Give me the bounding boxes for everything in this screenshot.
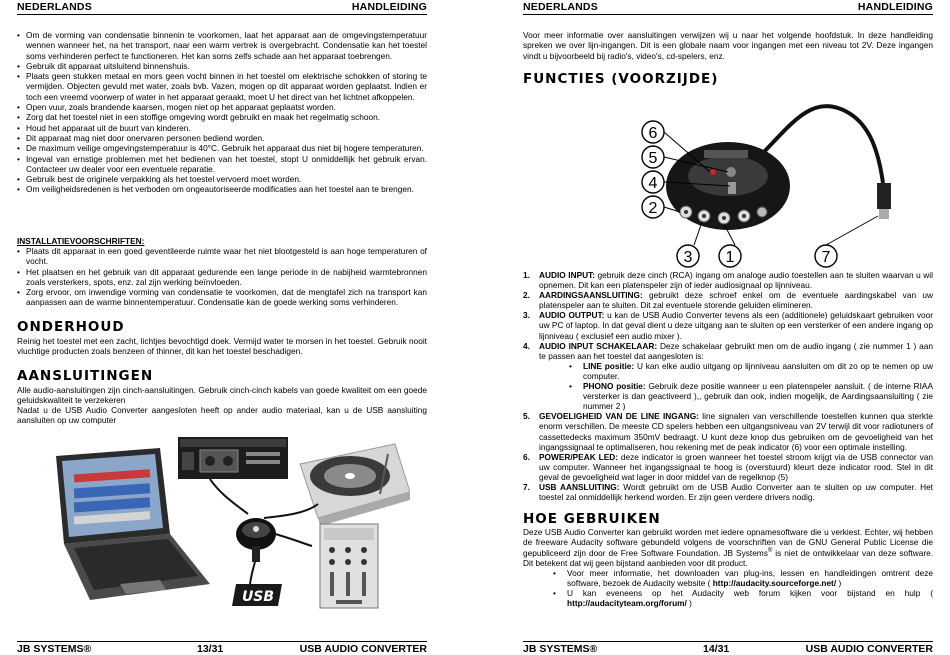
switch-positions — [539, 361, 933, 411]
usb-converter-image — [236, 518, 276, 562]
header-language: NEDERLANDS — [523, 1, 598, 13]
safety-item: • De maximum veilige omgevingstemperatuur is 40°C. Gebruik het apparaat dus niet bij hogere temperaturen. — [17, 143, 427, 153]
callout-1 — [719, 245, 741, 267]
function-item — [523, 482, 933, 502]
switch-position-text: Gebruik deze positie wanneer u een platenspeler aansluit. ( de interne RIAA versterker is dan geactiveerd ),, gebruik dan ook, indien mogelijk, de Aardingsaansluiting ( zie nummer 2 ) — [583, 381, 934, 412]
footer-brand: JB SYSTEMS® — [523, 643, 598, 655]
page-footer — [17, 641, 427, 655]
mixer-image — [320, 524, 378, 608]
safety-item: • Gebruik best de originele verpakking als het toestel vervoerd moet worden. — [17, 174, 427, 184]
safety-item: • Houd het apparaat uit de buurt van kinderen. — [17, 123, 427, 133]
svg-text:2: 2 — [648, 200, 658, 217]
aansluitingen-text-1: Alle audio-aansluitingen zijn cinch-aansluitingen. Gebruik cinch-cinch kabels van goede kwaliteit om een goede geluidskwaliteit te verzekeren — [17, 385, 427, 406]
usb-plug-image — [877, 183, 891, 209]
function-text: gebruikt deze schroef enkel om de eventuele aardingskabel van uw platenspeler aan te sluiten. Dit zal eventuele storende geluiden elimineren. — [539, 290, 933, 311]
onderhoud-text: Reinig het toestel met een zacht, lichtjes bevochtigd doek. Vermijd water te morsen in het toestel. Gebruik nooit vluchtige producten zoals benzeen of thinner, dit kan het toestel beschadigen. — [17, 336, 427, 357]
connection-illustration — [50, 434, 410, 610]
page-header — [17, 0, 427, 15]
callout-3 — [677, 245, 699, 267]
hoe-gebruiken-heading: HOE GEBRUIKEN — [523, 511, 661, 527]
svg-text:7: 7 — [821, 249, 831, 266]
safety-item: • Zorg dat het toestel niet in een stoffige omgeving wordt gebruikt en maak het regelmatig schoon. — [17, 112, 427, 122]
install-item: • Zorg ervoor, om inwendige vorming van condensatie te voorkomen, dat de mengtafel zich na transport kan aanpassen aan de warme binnentemperatuur. Condensatie kan de goede werking soms verhinderen. — [17, 287, 427, 308]
function-item — [523, 341, 933, 412]
function-number: 5. — [523, 411, 530, 422]
functies-heading: FUNCTIES (VOORZIJDE) — [523, 71, 719, 87]
switch-position-item — [569, 361, 933, 381]
function-label: AUDIO OUTPUT: — [539, 310, 605, 321]
function-text: Wordt gebruikt om de USB Audio Converter aan te sluiten op uw computer. Het toestel zal onmiddellijk herkend worden. Er zijn geen verdere drivers nodig. — [539, 481, 933, 503]
page-header — [523, 0, 933, 15]
install-item: • Plaats dit apparaat in een goed geventileerde ruimte waar het niet blootgesteld is aan hoge temperaturen of vocht. — [17, 246, 427, 267]
function-item — [523, 270, 933, 290]
function-item — [523, 411, 933, 451]
switch-position-label: PHONO positie: — [583, 381, 646, 392]
safety-item: • Om veiligheidsredenen is het verboden om ongeautoriseerde modificaties aan het toestel aan te brengen. — [17, 184, 427, 194]
safety-item: • Ingeval van ernstige problemen met het bedienen van het toestel, stopt U onmiddellijk het gebruik ervan. Contacteer uw dealer voor een eventuele reparatie. — [17, 154, 427, 175]
function-text: deze indicator is groen wanneer het toestel stroom krijgt via de USB connector van uw computer. Wanneer het ingangssignaal te hoog is (overstuurd) kleurt deze indicator rood. Stel in dit geval de gevoeligheid wat lager in door middel van de regelknop (5) — [539, 451, 933, 482]
install-list — [17, 246, 427, 308]
install-item: • Het plaatsen en het gebruik van dit apparaat gedurende een lange periode in de nabijheid warmtebronnen zoals versterkers, spots, enz. zal zijn werking beïnvloeden. — [17, 267, 427, 288]
function-number: 1. — [523, 270, 530, 280]
svg-text:3: 3 — [683, 249, 693, 266]
list-item: • U kan eveneens op het Audacity web forum kijken voor bijstand en hulp ( http://audacityteam.org/forum/ ) — [553, 588, 933, 608]
function-number: 2. — [523, 290, 530, 301]
switch-position-item — [569, 381, 933, 411]
footer-brand: JB SYSTEMS® — [17, 643, 92, 655]
switch-position-label: LINE positie: — [583, 360, 635, 371]
hoe-gebruiken-text: Deze USB Audio Converter kan gebruikt worden met iedere opnamesoftware die u verkiest. Echter, wij hebben de freeware Audacity software gebundeld volgens de voorschriften van de GNU General Public License die gepubliceerd zijn door de Free Software Foundation. JB Systems® is niet de ontwikkelaar van deze software. Dit betekent dat wij geen bijstand aanbieden voor dit product. — [523, 527, 933, 568]
safety-item: • Om de vorming van condensatie binnenin te voorkomen, laat het apparaat aan de omgevingstemperatuur wennen wanneer het, na het transport, naar een warm vertrek is overgebracht. Condensatie kan het toestel soms verhinderen perfect te functioneren. Het kan soms zelfs schade aan het apparaat toebrengen. — [17, 30, 427, 61]
function-item — [523, 452, 933, 482]
footer-page-number: 13/31 — [197, 643, 224, 655]
function-number: 3. — [523, 310, 530, 321]
switch-position-text: U kan elke audio uitgang op lijnniveau aansluiten om dit zo op te nemen op uw computer. — [583, 360, 933, 381]
svg-text:5: 5 — [648, 150, 658, 167]
function-text: Deze schakelaar gebruikt men om de audio ingang ( zie nummer 1 ) aan te passen aan het toestel dat aangesloten is: — [539, 340, 933, 361]
svg-text:USB: USB — [241, 589, 275, 605]
intro-text: Voor meer informatie over aansluitingen verwijzen wij u naar het volgende hoofdstuk. In deze handleiding spreken we over lijn-ingangen. Dit is een globale naam voor ingangen met een niveau tot 2V. Deze ingangen vindt u bijvoorbeeld bij radio's, video's, cd-spelers, enz. — [523, 30, 933, 61]
function-number: 6. — [523, 451, 530, 462]
safety-item: • Gebruik dit apparaat uitsluitend binnenshuis. — [17, 61, 427, 71]
device-diagram — [618, 88, 918, 268]
functions-list — [523, 270, 933, 502]
callout-7 — [815, 245, 837, 267]
header-title: HANDLEIDING — [857, 1, 933, 13]
callout-6 — [642, 121, 664, 143]
function-label: GEVOELIGHEID VAN DE LINE INGANG: — [539, 411, 699, 422]
function-label: AUDIO INPUT SCHAKELAAR: — [539, 340, 658, 351]
safety-item: • Dit apparaat mag niet door onervaren personen bediend worden. — [17, 133, 427, 143]
safety-list — [17, 30, 427, 195]
callout-4 — [642, 171, 664, 193]
right-page — [523, 0, 933, 654]
onderhoud-heading: ONDERHOUD — [17, 319, 125, 335]
svg-text:1: 1 — [725, 249, 735, 266]
left-page — [17, 0, 427, 654]
safety-item: • Plaats geen stukken metaal en mors geen vocht binnen in het toestel om elektrische schokken of storing te vermijden. Objecten gevuld met water, zoals bvb. Vazen, mogen op dit apparaat worden geplaatst. Indien er toch een vreemd voorwerp of water in het apparaat geraakt, moet U het direct van het lichtnet afkoppelen. — [17, 71, 427, 102]
function-text: gebruik deze cinch (RCA) ingang om analoge audio toestellen aan te sluiten waarvan u wil opnemen. Dit kan een platenspeler zijn of ieder audiosignaal op lijnniveau. — [539, 270, 933, 291]
header-language: NEDERLANDS — [17, 1, 92, 13]
function-label: POWER/PEAK LED: — [539, 451, 618, 462]
footer-title: USB AUDIO CONVERTER — [805, 643, 933, 655]
usb-logo — [232, 584, 282, 606]
turntable-image — [300, 444, 410, 526]
function-label: AARDINGSAANSLUITING: — [539, 290, 643, 301]
safety-item: • Open vuur, zoals brandende kaarsen, mogen niet op het apparaat geplaatst worden. — [17, 102, 427, 112]
footer-page-number: 14/31 — [703, 643, 730, 655]
function-text: line signalen van verschillende toestellen kunnen qua sterkte enorm verschillen. De meeste CD spelers hebben een uitgangsniveau van 2V terwijl dit voor radiotuners of cassettedecks maximum 350mV bedraagt. U kunt deze knop dus gebruiken om de gevoeligheid van het ingangssignaal te optimaliseren, hou rekening met de peak indicator (6) voor een optimale instelling. — [539, 411, 933, 452]
hoe-gebruiken-list — [523, 568, 933, 608]
function-label: AUDIO INPUT: — [539, 270, 596, 280]
function-text: u kan de USB Audio Converter tevens als een (additionele) geluidskaart gebruiken voor uw PC of laptop. In dat geval dient u deze uitgang aan te sluiten op een versterker of een andere ingang op lijnniveau ( exclusief een audio mixer ). — [539, 310, 933, 341]
svg-text:4: 4 — [648, 175, 658, 192]
svg-text:6: 6 — [648, 125, 658, 142]
aansluitingen-heading: AANSLUITINGEN — [17, 368, 154, 384]
callout-5 — [642, 146, 664, 168]
function-number: 4. — [523, 340, 530, 351]
function-number: 7. — [523, 481, 530, 492]
audacity-forum-link[interactable]: http://audacityteam.org/forum/ — [567, 598, 687, 609]
install-heading: INSTALLATIEVOORSCHRIFTEN: — [17, 236, 145, 246]
audacity-website-link[interactable]: http://audacity.sourceforge.net/ — [712, 578, 837, 589]
function-item — [523, 290, 933, 310]
page-footer — [523, 641, 933, 655]
cassette-deck-image — [178, 437, 288, 479]
function-label: USB AANSLUITING: — [539, 481, 620, 492]
header-title: HANDLEIDING — [351, 1, 427, 13]
list-item: • Voor meer informatie, het downloaden van plug-ins, lessen en handleidingen omtrent deze software, bezoek de Audacity website ( http://audacity.sourceforge.net/ ) — [553, 568, 933, 588]
function-item — [523, 310, 933, 340]
footer-title: USB AUDIO CONVERTER — [299, 643, 427, 655]
callout-2 — [642, 196, 664, 218]
aansluitingen-text-2: Nadat u de USB Audio Converter aangesloten heeft op ander audio materiaal, kan u de USB aansluiting aansluiten op uw computer — [17, 405, 427, 426]
